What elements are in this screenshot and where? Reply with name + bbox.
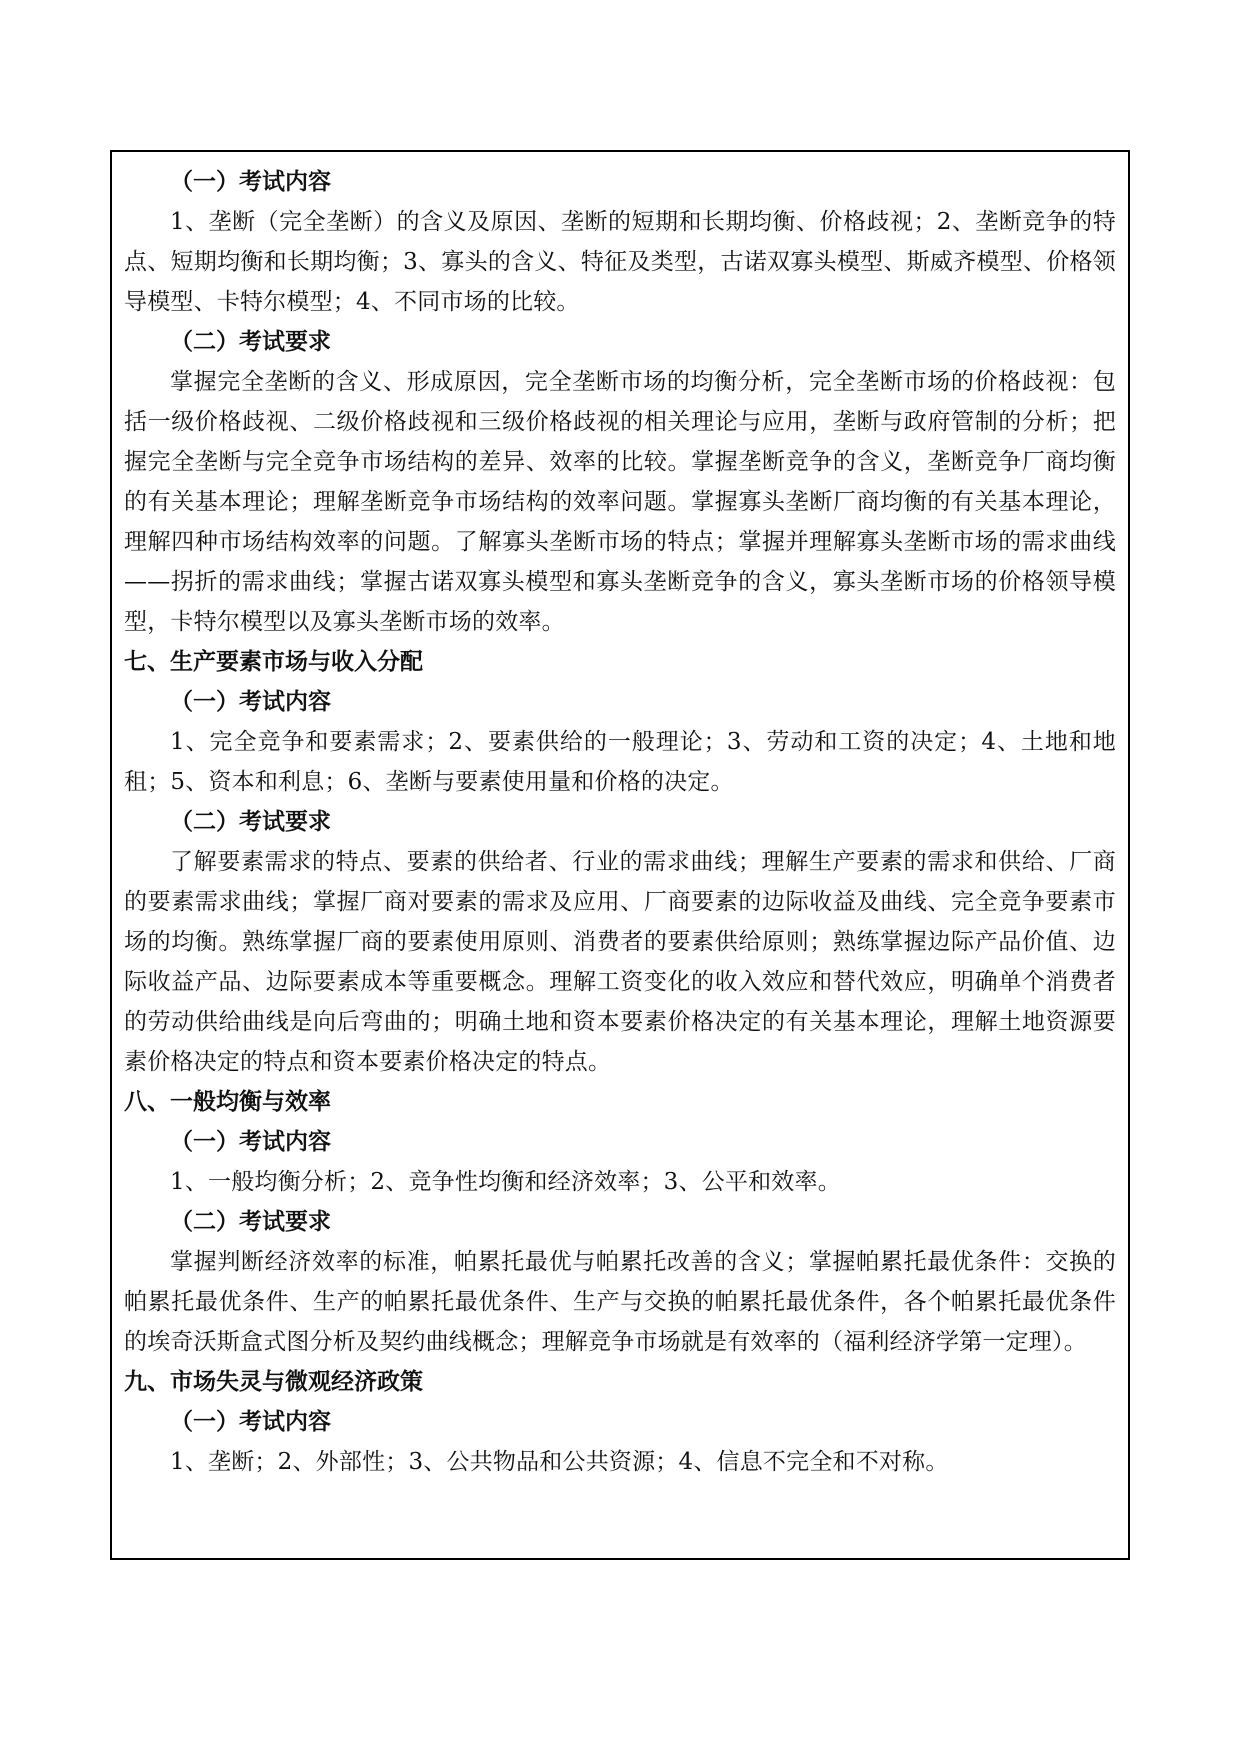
subsection-heading-exam-requirements: （二）考试要求	[170, 808, 331, 835]
subsection-heading-exam-requirements: （二）考试要求	[170, 1208, 331, 1235]
subsection-heading-exam-content: （一）考试内容	[170, 1408, 331, 1435]
subsection-heading-exam-content: （一）考试内容	[170, 688, 331, 715]
section-heading-market-failure: 九、市场失灵与微观经济政策	[124, 1368, 423, 1395]
paragraph-exam-content-general-equilibrium: 1、一般均衡分析；2、竞争性均衡和经济效率；3、公平和效率。	[170, 1169, 841, 1195]
section-heading-factor-markets: 七、生产要素市场与收入分配	[124, 648, 423, 675]
subsection-heading-exam-requirements: （二）考试要求	[170, 328, 331, 355]
paragraph-exam-content-monopoly: 1、垄断（完全垄断）的含义及原因、垄断的短期和长期均衡、价格歧视；2、垄断竞争的特点、短期均衡和长期均衡；3、寡头的含义、特征及类型，古诺双寡头模型、斯威齐模型、价格领导模型、卡特尔模型；4、不同市场的比较。	[124, 209, 1116, 315]
paragraph-exam-requirements-general-equilibrium: 掌握判断经济效率的标准，帕累托最优与帕累托改善的含义；掌握帕累托最优条件：交换的帕累托最优条件、生产的帕累托最优条件、生产与交换的帕累托最优条件，各个帕累托最优条件的埃奇沃斯盒式图分析及契约曲线概念；理解竞争市场就是有效率的（福利经济学第一定理）。	[124, 1249, 1116, 1355]
section-heading-general-equilibrium: 八、一般均衡与效率	[124, 1088, 331, 1115]
subsection-heading-exam-content: （一）考试内容	[170, 1128, 331, 1155]
subsection-heading-exam-content: （一）考试内容	[170, 168, 331, 195]
paragraph-exam-content-market-failure: 1、垄断；2、外部性；3、公共物品和公共资源；4、信息不完全和不对称。	[170, 1449, 949, 1475]
paragraph-exam-content-factor-markets: 1、完全竞争和要素需求；2、要素供给的一般理论；3、劳动和工资的决定；4、土地和地租；5、资本和利息；6、垄断与要素使用量和价格的决定。	[124, 729, 1116, 795]
paragraph-exam-requirements-factor-markets: 了解要素需求的特点、要素的供给者、行业的需求曲线；理解生产要素的需求和供给、厂商的要素需求曲线；掌握厂商对要素的需求及应用、厂商要素的边际收益及曲线、完全竞争要素市场的均衡。熟练掌握厂商的要素使用原则、消费者的要素供给原则；熟练掌握边际产品价值、边际收益产品、边际要素成本等重要概念。理解工资变化的收入效应和替代效应，明确单个消费者的劳动供给曲线是向后弯曲的；明确土地和资本要素价格决定的有关基本理论，理解土地资源要素价格决定的特点和资本要素价格决定的特点。	[124, 849, 1116, 1075]
content-table-cell	[110, 150, 1130, 1560]
paragraph-exam-requirements-monopoly: 掌握完全垄断的含义、形成原因，完全垄断市场的均衡分析，完全垄断市场的价格歧视：包括一级价格歧视、二级价格歧视和三级价格歧视的相关理论与应用，垄断与政府管制的分析；把握完全垄断与完全竞争市场结构的差异、效率的比较。掌握垄断竞争的含义，垄断竞争厂商均衡的有关基本理论；理解垄断竞争市场结构的效率问题。掌握寡头垄断厂商均衡的有关基本理论，理解四种市场结构效率的问题。了解寡头垄断市场的特点；掌握并理解寡头垄断市场的需求曲线——拐折的需求曲线；掌握古诺双寡头模型和寡头垄断竞争的含义，寡头垄断市场的价格领导模型，卡特尔模型以及寡头垄断市场的效率。	[124, 369, 1116, 635]
